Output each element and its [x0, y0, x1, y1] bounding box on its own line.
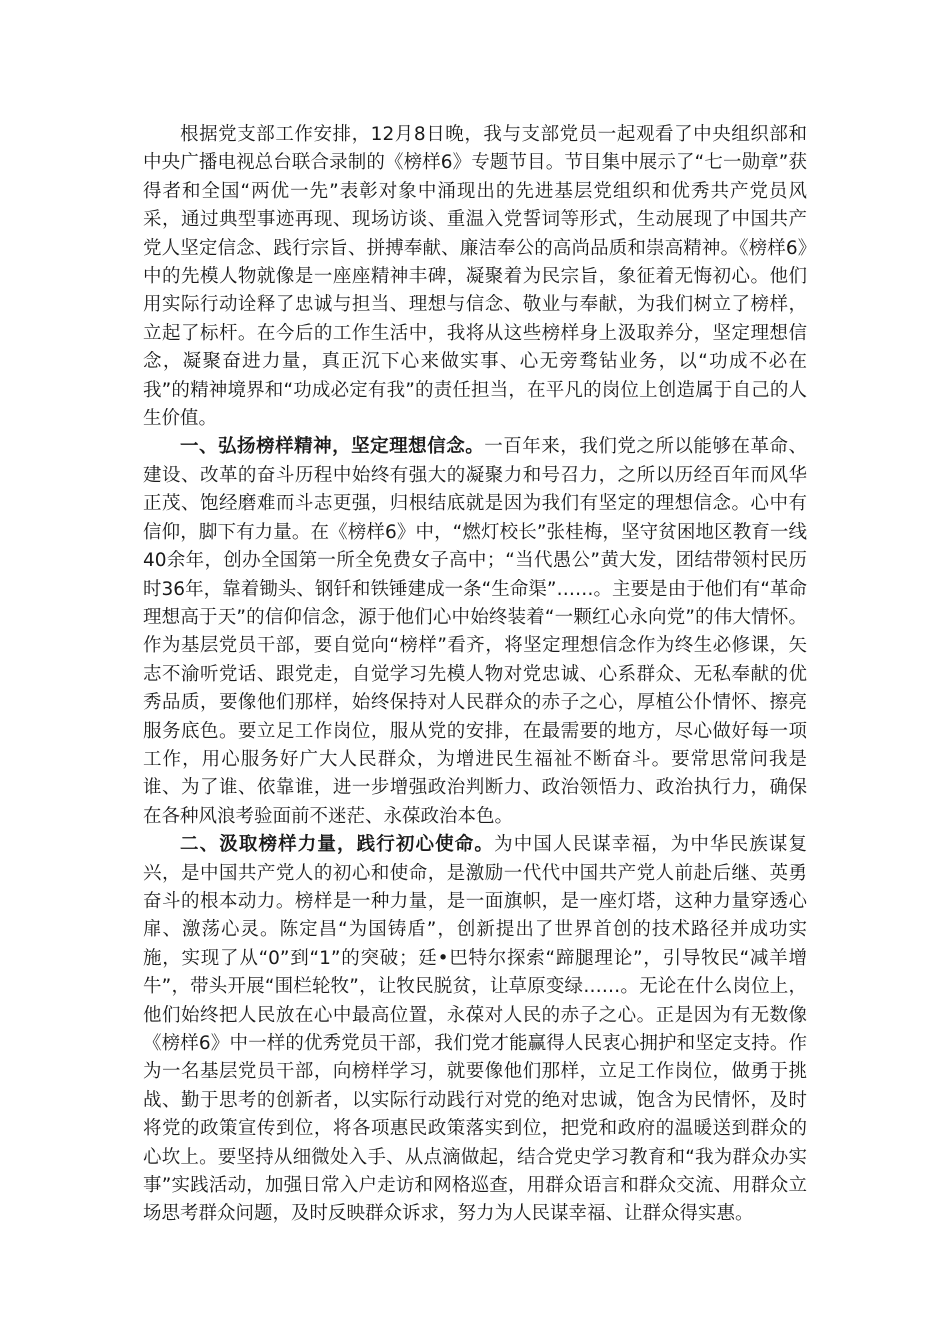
- document-page: [143, 121, 807, 1229]
- intro-paragraph-text: 根据党支部工作安排，12月8日晚，我与支部党员一起观看了中央组织部和中央广播电视总台联合录制的《榜样6》专题节目。节目集中展示了“七一勋章”获得者和全国“两优一先”表彰对象中涌现出的先进基层党组织和优秀共产党员风采，通过典型事迹再现、现场访谈、重温入党誓词等形式，生动展现了中国共产党人坚定信念、践行宗旨、拼搏奉献、廉洁奉公的高尚品质和崇高精神。《榜样6》中的先模人物就像是一座座精神丰碑，凝聚着为民宗旨，象征着无悔初心。他们用实际行动诠释了忠诚与担当、理想与信念、敬业与奉献，为我们树立了榜样，立起了标杆。在今后的工作生活中，我将从这些榜样身上汲取养分，坚定理想信念，凝聚奋进力量，真正沉下心来做实事、心无旁骛钻业务，以“功成不必在我”的精神境界和“功成必定有我”的责任担当，在平凡的岗位上创造属于自己的人生价值。: [143, 124, 807, 430]
- section-two-paragraph: [143, 831, 807, 1229]
- section-one-text: 一百年来，我们党之所以能够在革命、建设、改革的奋斗历程中始终有强大的凝聚力和号召力，之所以历经百年而风华正茂、饱经磨难而斗志更强，归根结底就是因为我们有坚定的理想信念。心中有信仰，脚下有力量。在《榜样6》中，“燃灯校长”张桂梅，坚守贫困地区教育一线40余年，创办全国第一所全免费女子高中；“当代愚公”黄大发，团结带领村民历时36年，靠着锄头、钢钎和铁锤建成一条“生命渠”……。主要是由于他们有“革命理想高于天”的信仰信念，源于他们心中始终装着“一颗红心永向党”的伟大情怀。作为基层党员干部，要自觉向“榜样”看齐，将坚定理想信念作为终生必修课，矢志不渝听党话、跟党走，自觉学习先模人物对党忠诚、心系群众、无私奉献的优秀品质，要像他们那样，始终保持对人民群众的赤子之心，厚植公仆情怀、擦亮服务底色。要立足工作岗位，服从党的安排，在最需要的地方，尽心做好每一项工作，用心服务好广大人民群众，为增进民生福祉不断奋斗。要常思常问我是谁、为了谁、依靠谁，进一步增强政治判断力、政治领悟力、政治执行力，确保在各种风浪考验面前不迷茫、永葆政治本色。: [143, 436, 807, 827]
- section-two-heading: 二、汲取榜样力量，践行初心使命。: [180, 834, 495, 856]
- section-two-text: 为中国人民谋幸福，为中华民族谋复兴，是中国共产党人的初心和使命，是激励一代代中国共产党人前赴后继、英勇奋斗的根本动力。榜样是一种力量，是一面旗帜，是一座灯塔，这种力量穿透心扉、激荡心灵。陈定昌“为国铸盾”，创新提出了世界首创的技术路径并成功实施，实现了从“0”到“1”的突破；廷•巴特尔探索“蹄腿理论”，引导牧民“减羊增牛”，带头开展“围栏轮牧”，让牧民脱贫，让草原变绿……。无论在什么岗位上，他们始终把人民放在心中最高位置，永葆对人民的赤子之心。正是因为有无数像《榜样6》中一样的优秀党员干部，我们党才能赢得人民衷心拥护和坚定支持。作为一名基层党员干部，向榜样学习，就要像他们那样，立足工作岗位，做勇于挑战、勤于思考的创新者，以实际行动践行对党的绝对忠诚，饱含为民情怀，及时将党的政策宣传到位，将各项惠民政策落实到位，把党和政府的温暖送到群众的心坎上。要坚持从细微处入手、从点滴做起，结合党史学习教育和“我为群众办实事”实践活动，加强日常入户走访和网格巡查，用群众语言和群众交流、用群众立场思考群众问题，及时反映群众诉求，努力为人民谋幸福、让群众得实惠。: [143, 834, 807, 1225]
- section-one-paragraph: [143, 433, 807, 831]
- section-one-heading: 一、弘扬榜样精神，坚定理想信念。: [180, 436, 485, 458]
- intro-paragraph: [143, 121, 807, 433]
